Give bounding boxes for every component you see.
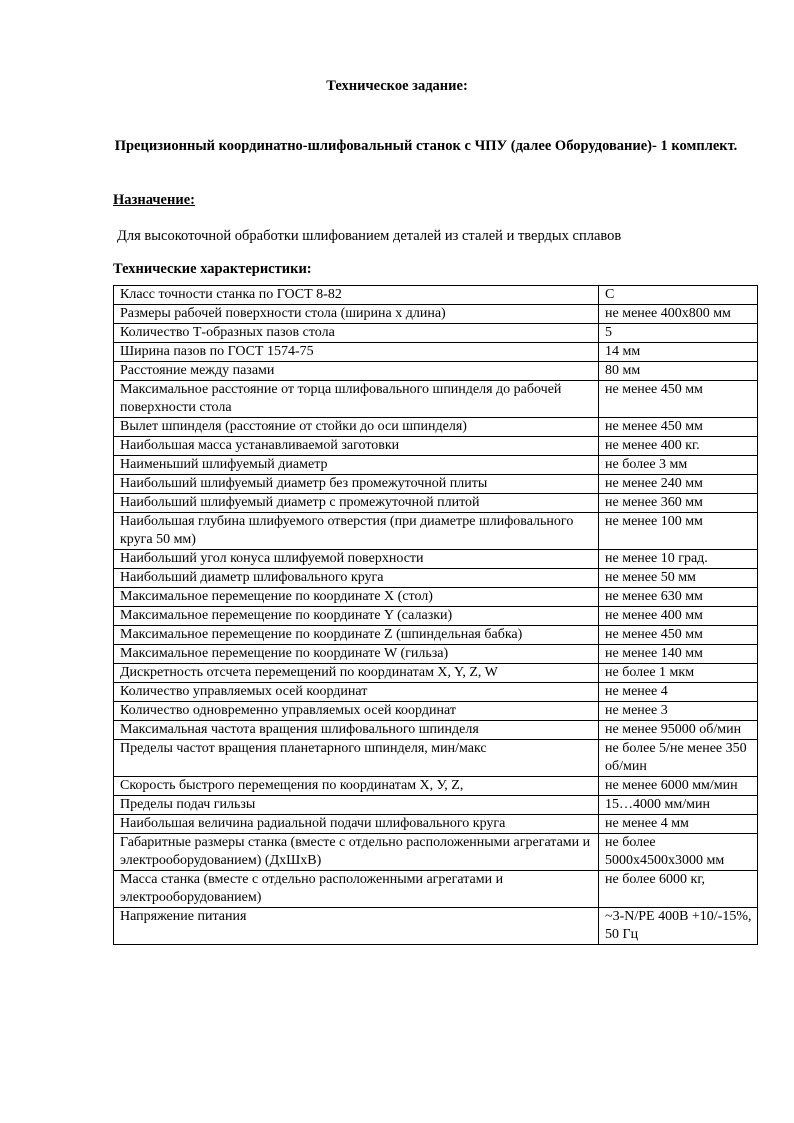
spec-parameter: Напряжение питания: [114, 908, 599, 945]
spec-value: не менее 400 кг.: [599, 437, 758, 456]
specs-table: [113, 285, 758, 945]
spec-parameter: Максимальное расстояние от торца шлифовального шпинделя до рабочей поверхности стола: [114, 381, 599, 418]
spec-parameter: Наибольшая величина радиальной подачи шлифовального круга: [114, 815, 599, 834]
spec-value: не менее 100 мм: [599, 513, 758, 550]
spec-parameter: Размеры рабочей поверхности стола (ширина х длина): [114, 305, 599, 324]
spec-row: [114, 569, 758, 588]
spec-row: [114, 456, 758, 475]
spec-value: не более 3 мм: [599, 456, 758, 475]
spec-parameter: Ширина пазов по ГОСТ 1574-75: [114, 343, 599, 362]
purpose-heading: Назначение:: [113, 192, 195, 208]
spec-row: [114, 626, 758, 645]
spec-value: С: [599, 286, 758, 305]
spec-value: 14 мм: [599, 343, 758, 362]
spec-parameter: Наибольший шлифуемый диаметр с промежуточной плитой: [114, 494, 599, 513]
purpose-text: Для высокоточной обработки шлифованием деталей из сталей и твердых сплавов: [117, 228, 622, 244]
spec-row: [114, 494, 758, 513]
spec-parameter: Наибольший угол конуса шлифуемой поверхности: [114, 550, 599, 569]
spec-row: [114, 437, 758, 456]
spec-parameter: Наибольший диаметр шлифовального круга: [114, 569, 599, 588]
spec-value: не менее 450 мм: [599, 381, 758, 418]
spec-row: [114, 721, 758, 740]
spec-value: не менее 3: [599, 702, 758, 721]
spec-parameter: Наименьший шлифуемый диаметр: [114, 456, 599, 475]
spec-parameter: Максимальное перемещение по координате W (гильза): [114, 645, 599, 664]
spec-row: [114, 777, 758, 796]
spec-row: [114, 324, 758, 343]
spec-value: не менее 240 мм: [599, 475, 758, 494]
spec-row: [114, 362, 758, 381]
spec-row: [114, 607, 758, 626]
spec-parameter: Наибольшая масса устанавливаемой заготовки: [114, 437, 599, 456]
spec-value: не менее 95000 об/мин: [599, 721, 758, 740]
specs-heading: Технические характеристики:: [113, 261, 312, 277]
spec-row: [114, 740, 758, 777]
spec-row: [114, 343, 758, 362]
spec-value: 80 мм: [599, 362, 758, 381]
spec-row: [114, 418, 758, 437]
spec-parameter: Максимальная частота вращения шлифовального шпинделя: [114, 721, 599, 740]
spec-value: не более 6000 кг,: [599, 871, 758, 908]
spec-parameter: Наибольшая глубина шлифуемого отверстия (при диаметре шлифовального круга 50 мм): [114, 513, 599, 550]
spec-parameter: Скорость быстрого перемещения по координатам X, У, Z,: [114, 777, 599, 796]
spec-row: [114, 513, 758, 550]
spec-row: [114, 286, 758, 305]
spec-parameter: Вылет шпинделя (расстояние от стойки до оси шпинделя): [114, 418, 599, 437]
spec-parameter: Расстояние между пазами: [114, 362, 599, 381]
specs-table-body: [114, 286, 758, 945]
spec-parameter: Пределы подач гильзы: [114, 796, 599, 815]
spec-row: [114, 834, 758, 871]
spec-value: не менее 10 град.: [599, 550, 758, 569]
spec-value: не менее 400 мм: [599, 607, 758, 626]
spec-row: [114, 815, 758, 834]
spec-value: не менее 6000 мм/мин: [599, 777, 758, 796]
spec-value: не менее 4: [599, 683, 758, 702]
spec-row: [114, 381, 758, 418]
spec-value: 15…4000 мм/мин: [599, 796, 758, 815]
spec-value: не менее 50 мм: [599, 569, 758, 588]
spec-row: [114, 588, 758, 607]
spec-parameter: Класс точности станка по ГОСТ 8-82: [114, 286, 599, 305]
spec-row: [114, 796, 758, 815]
spec-value: не менее 4 мм: [599, 815, 758, 834]
spec-value: не менее 630 мм: [599, 588, 758, 607]
spec-parameter: Количество Т-образных пазов стола: [114, 324, 599, 343]
spec-value: ~3-N/PE 400В +10/-15%, 50 Гц: [599, 908, 758, 945]
spec-row: [114, 664, 758, 683]
spec-value: не более 1 мкм: [599, 664, 758, 683]
document-subtitle: Прецизионный координатно-шлифовальный станок с ЧПУ (далее Оборудование)- 1 комплект.: [114, 138, 738, 154]
spec-row: [114, 908, 758, 945]
spec-value: 5: [599, 324, 758, 343]
spec-row: [114, 645, 758, 664]
spec-value: не менее 140 мм: [599, 645, 758, 664]
spec-row: [114, 683, 758, 702]
spec-parameter: Дискретность отсчета перемещений по координатам X, Y, Z, W: [114, 664, 599, 683]
spec-row: [114, 702, 758, 721]
spec-parameter: Максимальное перемещение по координате Z (шпиндельная бабка): [114, 626, 599, 645]
spec-value: не более 5/не менее 350 об/мин: [599, 740, 758, 777]
spec-parameter: Пределы частот вращения планетарного шпинделя, мин/макс: [114, 740, 599, 777]
spec-row: [114, 305, 758, 324]
spec-value: не менее 400х800 мм: [599, 305, 758, 324]
spec-row: [114, 550, 758, 569]
spec-parameter: Масса станка (вместе с отдельно расположенными агрегатами и электрооборудованием): [114, 871, 599, 908]
document-title: Техническое задание:: [326, 78, 468, 94]
spec-value: не менее 450 мм: [599, 626, 758, 645]
spec-parameter: Максимальное перемещение по координате X (стол): [114, 588, 599, 607]
spec-value: не менее 450 мм: [599, 418, 758, 437]
spec-row: [114, 871, 758, 908]
spec-value: не менее 360 мм: [599, 494, 758, 513]
spec-row: [114, 475, 758, 494]
spec-parameter: Максимальное перемещение по координате Y (салазки): [114, 607, 599, 626]
spec-parameter: Наибольший шлифуемый диаметр без промежуточной плиты: [114, 475, 599, 494]
spec-value: не более 5000х4500х3000 мм: [599, 834, 758, 871]
spec-parameter: Количество управляемых осей координат: [114, 683, 599, 702]
spec-parameter: Габаритные размеры станка (вместе с отдельно расположенными агрегатами и электрооборудованием) (ДхШхВ): [114, 834, 599, 871]
spec-parameter: Количество одновременно управляемых осей координат: [114, 702, 599, 721]
